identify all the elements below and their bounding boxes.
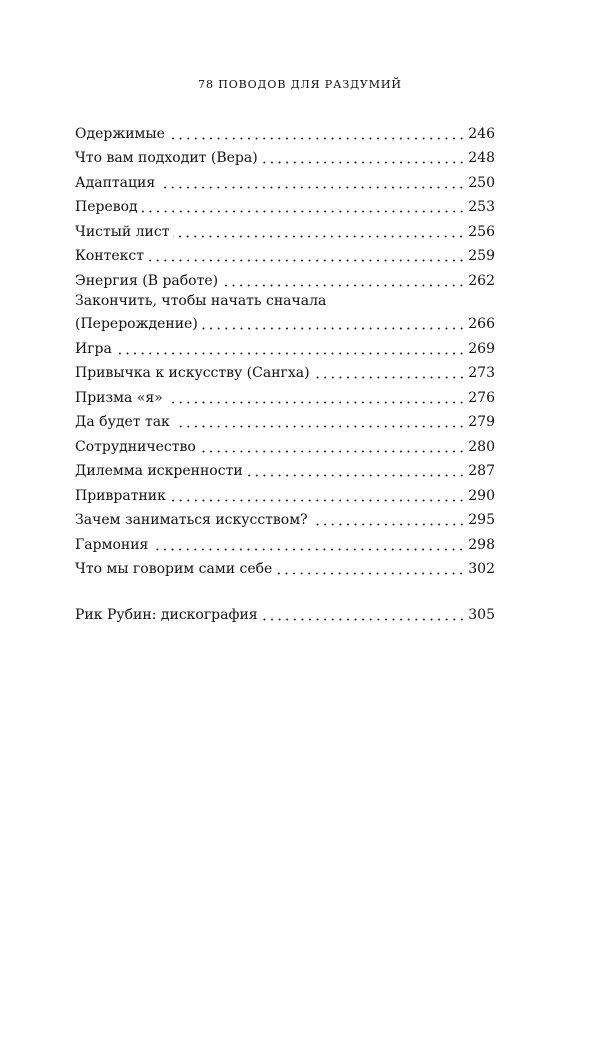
toc-entry-page: 248 bbox=[468, 150, 495, 166]
toc-entry[interactable] bbox=[75, 407, 495, 432]
toc-entry-page: 269 bbox=[468, 340, 495, 357]
toc-entry-title: Что вам подходит (Вера) bbox=[75, 150, 258, 166]
toc-entry-page: 279 bbox=[468, 414, 495, 430]
running-head: 78 ПОВОДОВ ДЛЯ РАЗДУМИЙ bbox=[198, 78, 402, 91]
dot-leader bbox=[167, 390, 465, 404]
toc-entry[interactable] bbox=[75, 480, 495, 505]
dot-leader bbox=[159, 175, 465, 189]
dot-leader bbox=[312, 512, 466, 526]
toc-entry-page: 305 bbox=[468, 606, 495, 623]
toc-main-list bbox=[75, 118, 495, 578]
toc-entry-title: Что мы говорим сами себе bbox=[75, 561, 273, 577]
toc-entry-appendix[interactable] bbox=[75, 599, 495, 624]
toc-entry-page: 250 bbox=[468, 174, 495, 191]
dot-leader bbox=[262, 150, 466, 164]
dot-leader bbox=[170, 488, 465, 502]
toc-entry-title: Гармония bbox=[75, 536, 149, 553]
toc-entry-title: Зачем заниматься искусством? bbox=[75, 512, 308, 528]
toc-entry-title: Привратник bbox=[75, 487, 166, 504]
toc-appendix bbox=[75, 599, 495, 624]
toc-entry-title: Адаптация bbox=[75, 174, 156, 191]
dot-leader bbox=[142, 199, 466, 213]
toc-entry-page: 276 bbox=[468, 389, 495, 406]
toc-entry[interactable] bbox=[75, 358, 495, 383]
toc-entry-page: 246 bbox=[468, 125, 495, 142]
toc-entry-page: 287 bbox=[468, 463, 495, 479]
dot-leader bbox=[173, 224, 465, 238]
toc-entry-title: Призма «я» bbox=[75, 389, 163, 406]
dot-leader bbox=[262, 607, 466, 621]
toc-entry[interactable] bbox=[75, 143, 495, 168]
toc-entry-page: 259 bbox=[468, 248, 495, 264]
toc-entry-page: 256 bbox=[468, 223, 495, 240]
toc-entry-page: 273 bbox=[468, 365, 495, 381]
toc-entry-title: (Перерождение) bbox=[75, 316, 198, 332]
toc-entry[interactable] bbox=[75, 382, 495, 407]
dot-leader bbox=[148, 248, 465, 262]
toc-entry-title: Одержимые bbox=[75, 125, 165, 142]
toc-entry[interactable] bbox=[75, 167, 495, 192]
table-of-contents bbox=[75, 118, 495, 624]
dot-leader bbox=[314, 365, 466, 379]
toc-entry-page: 253 bbox=[468, 199, 495, 215]
toc-entry-title: Сотрудничество bbox=[75, 438, 196, 455]
toc-entry-page: 280 bbox=[468, 438, 495, 455]
toc-entry[interactable] bbox=[75, 118, 495, 143]
dot-leader bbox=[202, 316, 465, 330]
toc-entry[interactable] bbox=[75, 456, 495, 481]
toc-entry-title: Перевод bbox=[75, 199, 138, 215]
toc-entry[interactable] bbox=[75, 529, 495, 554]
toc-entry-title: Игра bbox=[75, 340, 112, 357]
toc-entry[interactable] bbox=[75, 554, 495, 579]
dot-leader bbox=[247, 463, 466, 477]
toc-entry[interactable] bbox=[75, 192, 495, 217]
toc-entry[interactable] bbox=[75, 216, 495, 241]
toc-entry-title: Рик Рубин: дискография bbox=[75, 606, 258, 623]
toc-entry-title-line1: Закончить, чтобы начать сначала bbox=[75, 292, 327, 309]
toc-entry-page: 290 bbox=[468, 487, 495, 504]
toc-entry-page: 295 bbox=[468, 512, 495, 528]
toc-entry-page: 266 bbox=[468, 316, 495, 332]
dot-leader bbox=[152, 537, 465, 551]
toc-entry-title: Дилемма искренности bbox=[75, 463, 243, 479]
dot-leader bbox=[200, 439, 465, 453]
dot-leader bbox=[276, 561, 465, 575]
toc-entry[interactable] bbox=[75, 241, 495, 266]
toc-entry-title: Привычка к искусству (Сангха) bbox=[75, 365, 310, 381]
toc-entry[interactable] bbox=[75, 290, 495, 334]
toc-entry-page: 302 bbox=[468, 561, 495, 577]
dot-leader bbox=[116, 341, 465, 355]
toc-entry[interactable] bbox=[75, 333, 495, 358]
toc-entry[interactable] bbox=[75, 505, 495, 530]
toc-entry-title: Чистый лист bbox=[75, 223, 170, 240]
dot-leader bbox=[169, 126, 465, 140]
dot-leader bbox=[174, 414, 465, 428]
toc-entry-title: Энергия (В работе) bbox=[75, 272, 219, 289]
dot-leader bbox=[222, 273, 465, 287]
toc-entry-page: 298 bbox=[468, 536, 495, 553]
toc-entry[interactable] bbox=[75, 431, 495, 456]
toc-entry[interactable] bbox=[75, 265, 495, 290]
toc-entry-title: Да будет так bbox=[75, 414, 170, 430]
toc-entry-page: 262 bbox=[468, 272, 495, 289]
toc-entry-title: Контекст bbox=[75, 248, 144, 264]
